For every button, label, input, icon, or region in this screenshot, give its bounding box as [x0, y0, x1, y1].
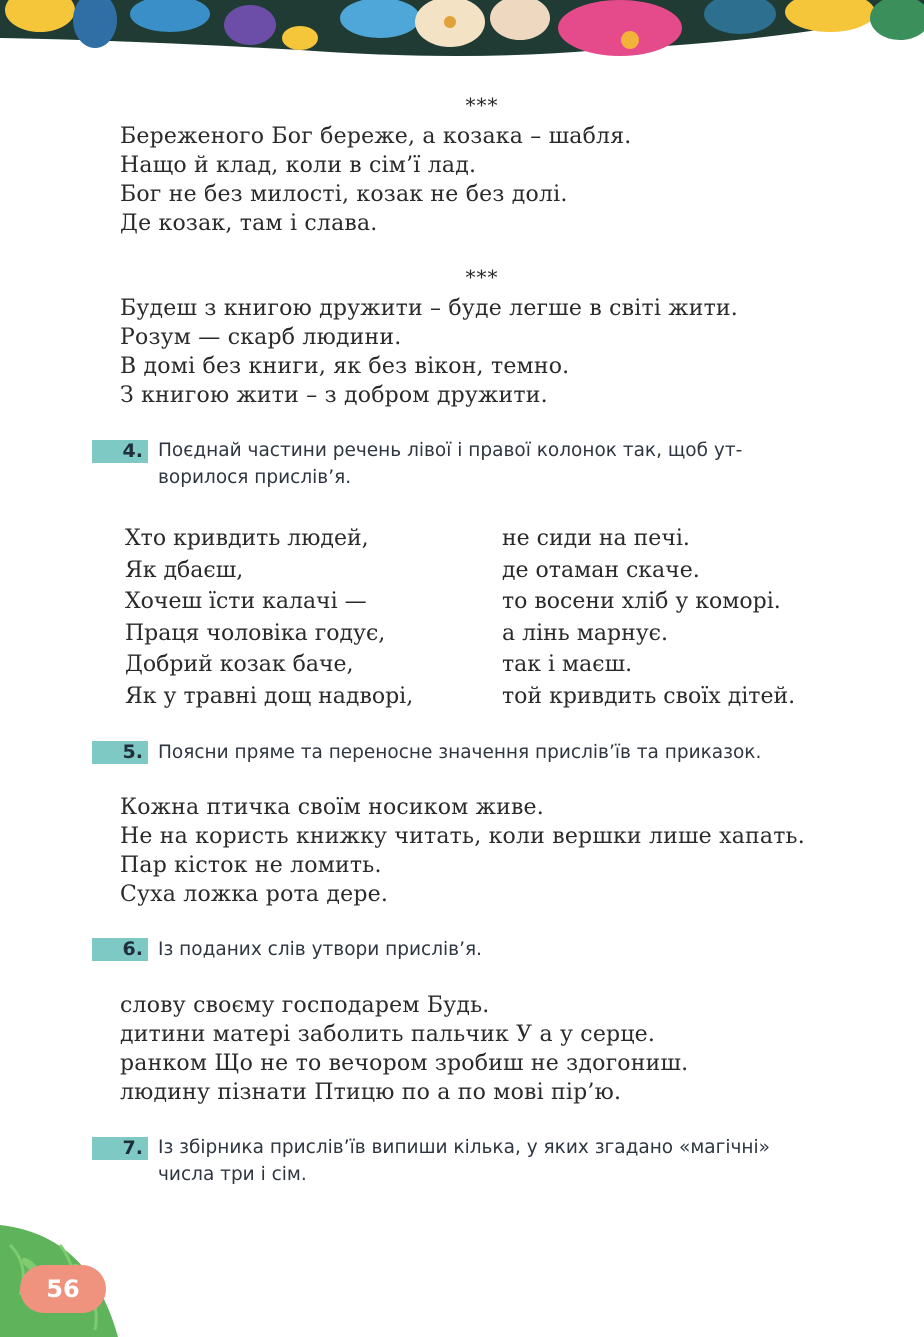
left-column — [125, 523, 413, 712]
proverb-line: дитини матері заболить пальчик У а у серце. — [120, 1022, 656, 1047]
task-instruction: Поєднай частини речень лівої і правої колонок так, щоб ут- ворилося прислів’я. — [158, 440, 743, 488]
task-number-badge: 6. — [92, 938, 148, 961]
left-part: Хочеш їсти калачі — — [125, 589, 367, 614]
proverb-line: Бог не без милості, козак не без долі. — [120, 182, 568, 207]
floral-banner — [0, 0, 924, 62]
right-part: то восени хліб у коморі. — [502, 589, 781, 614]
proverb-line: Суха ложка рота дере. — [120, 882, 389, 907]
proverb-line: З книгою жити – з добром дружити. — [120, 383, 548, 408]
right-part: той кривдить своїх дітей. — [502, 683, 796, 709]
proverb-line: слову своєму господарем Будь. — [120, 993, 490, 1018]
right-part: так і маєш. — [502, 652, 633, 677]
task-instruction: Поясни пряме та переносне значення прислів’їв та приказок. — [158, 742, 762, 763]
task-number-badge: 4. — [92, 440, 148, 463]
right-part: не сиди на печі. — [502, 526, 690, 551]
proverb-line: Кожна птичка своїм носиком живе. — [120, 795, 544, 820]
proverb-line: Нащо й клад, коли в сім’ї лад. — [120, 153, 477, 178]
page-number: 56 — [20, 1265, 106, 1313]
left-part: Як у травні дощ надворі, — [125, 683, 414, 709]
left-part: Як дбаєш, — [125, 557, 244, 583]
proverb-line: Не на користь книжку читать, коли вершки лише хапать. — [120, 824, 805, 849]
proverb-line: Де козак, там і слава. — [120, 211, 378, 236]
task-instruction: Із поданих слів утвори прислів’я. — [158, 939, 482, 960]
proverb-line: Розум — скарб людини. — [120, 325, 402, 350]
proverb-line: ранком Що не то вечором зробиш не здогониш. — [120, 1051, 689, 1076]
proverb-line: людину пізнати Птицю по а по мові пір’ю. — [120, 1080, 622, 1105]
separator-stars: *** — [465, 265, 499, 289]
proverb-line: Пар кісток не ломить. — [120, 853, 382, 878]
right-part: де отаман скаче. — [502, 557, 700, 583]
task-instruction: Із збірника прислів’їв випиши кілька, у яких згадано «магічні» числа три і сім. — [158, 1137, 770, 1185]
separator-stars: *** — [465, 93, 499, 117]
task-number-badge: 7. — [92, 1137, 148, 1160]
left-part: Праця чоловіка годує, — [125, 620, 386, 646]
task-number-badge: 5. — [92, 741, 148, 764]
proverb-line: Будеш з книгою дружити – буде легше в світі жити. — [120, 296, 738, 321]
left-part: Хто кривдить людей, — [125, 526, 369, 551]
proverb-line: Береженого Бог береже, а козака – шабля. — [120, 124, 632, 149]
left-part: Добрий козак баче, — [125, 652, 354, 677]
right-part: а лінь марнує. — [502, 620, 668, 646]
right-column — [502, 523, 795, 712]
proverb-line: В домі без книги, як без вікон, темно. — [120, 354, 570, 379]
